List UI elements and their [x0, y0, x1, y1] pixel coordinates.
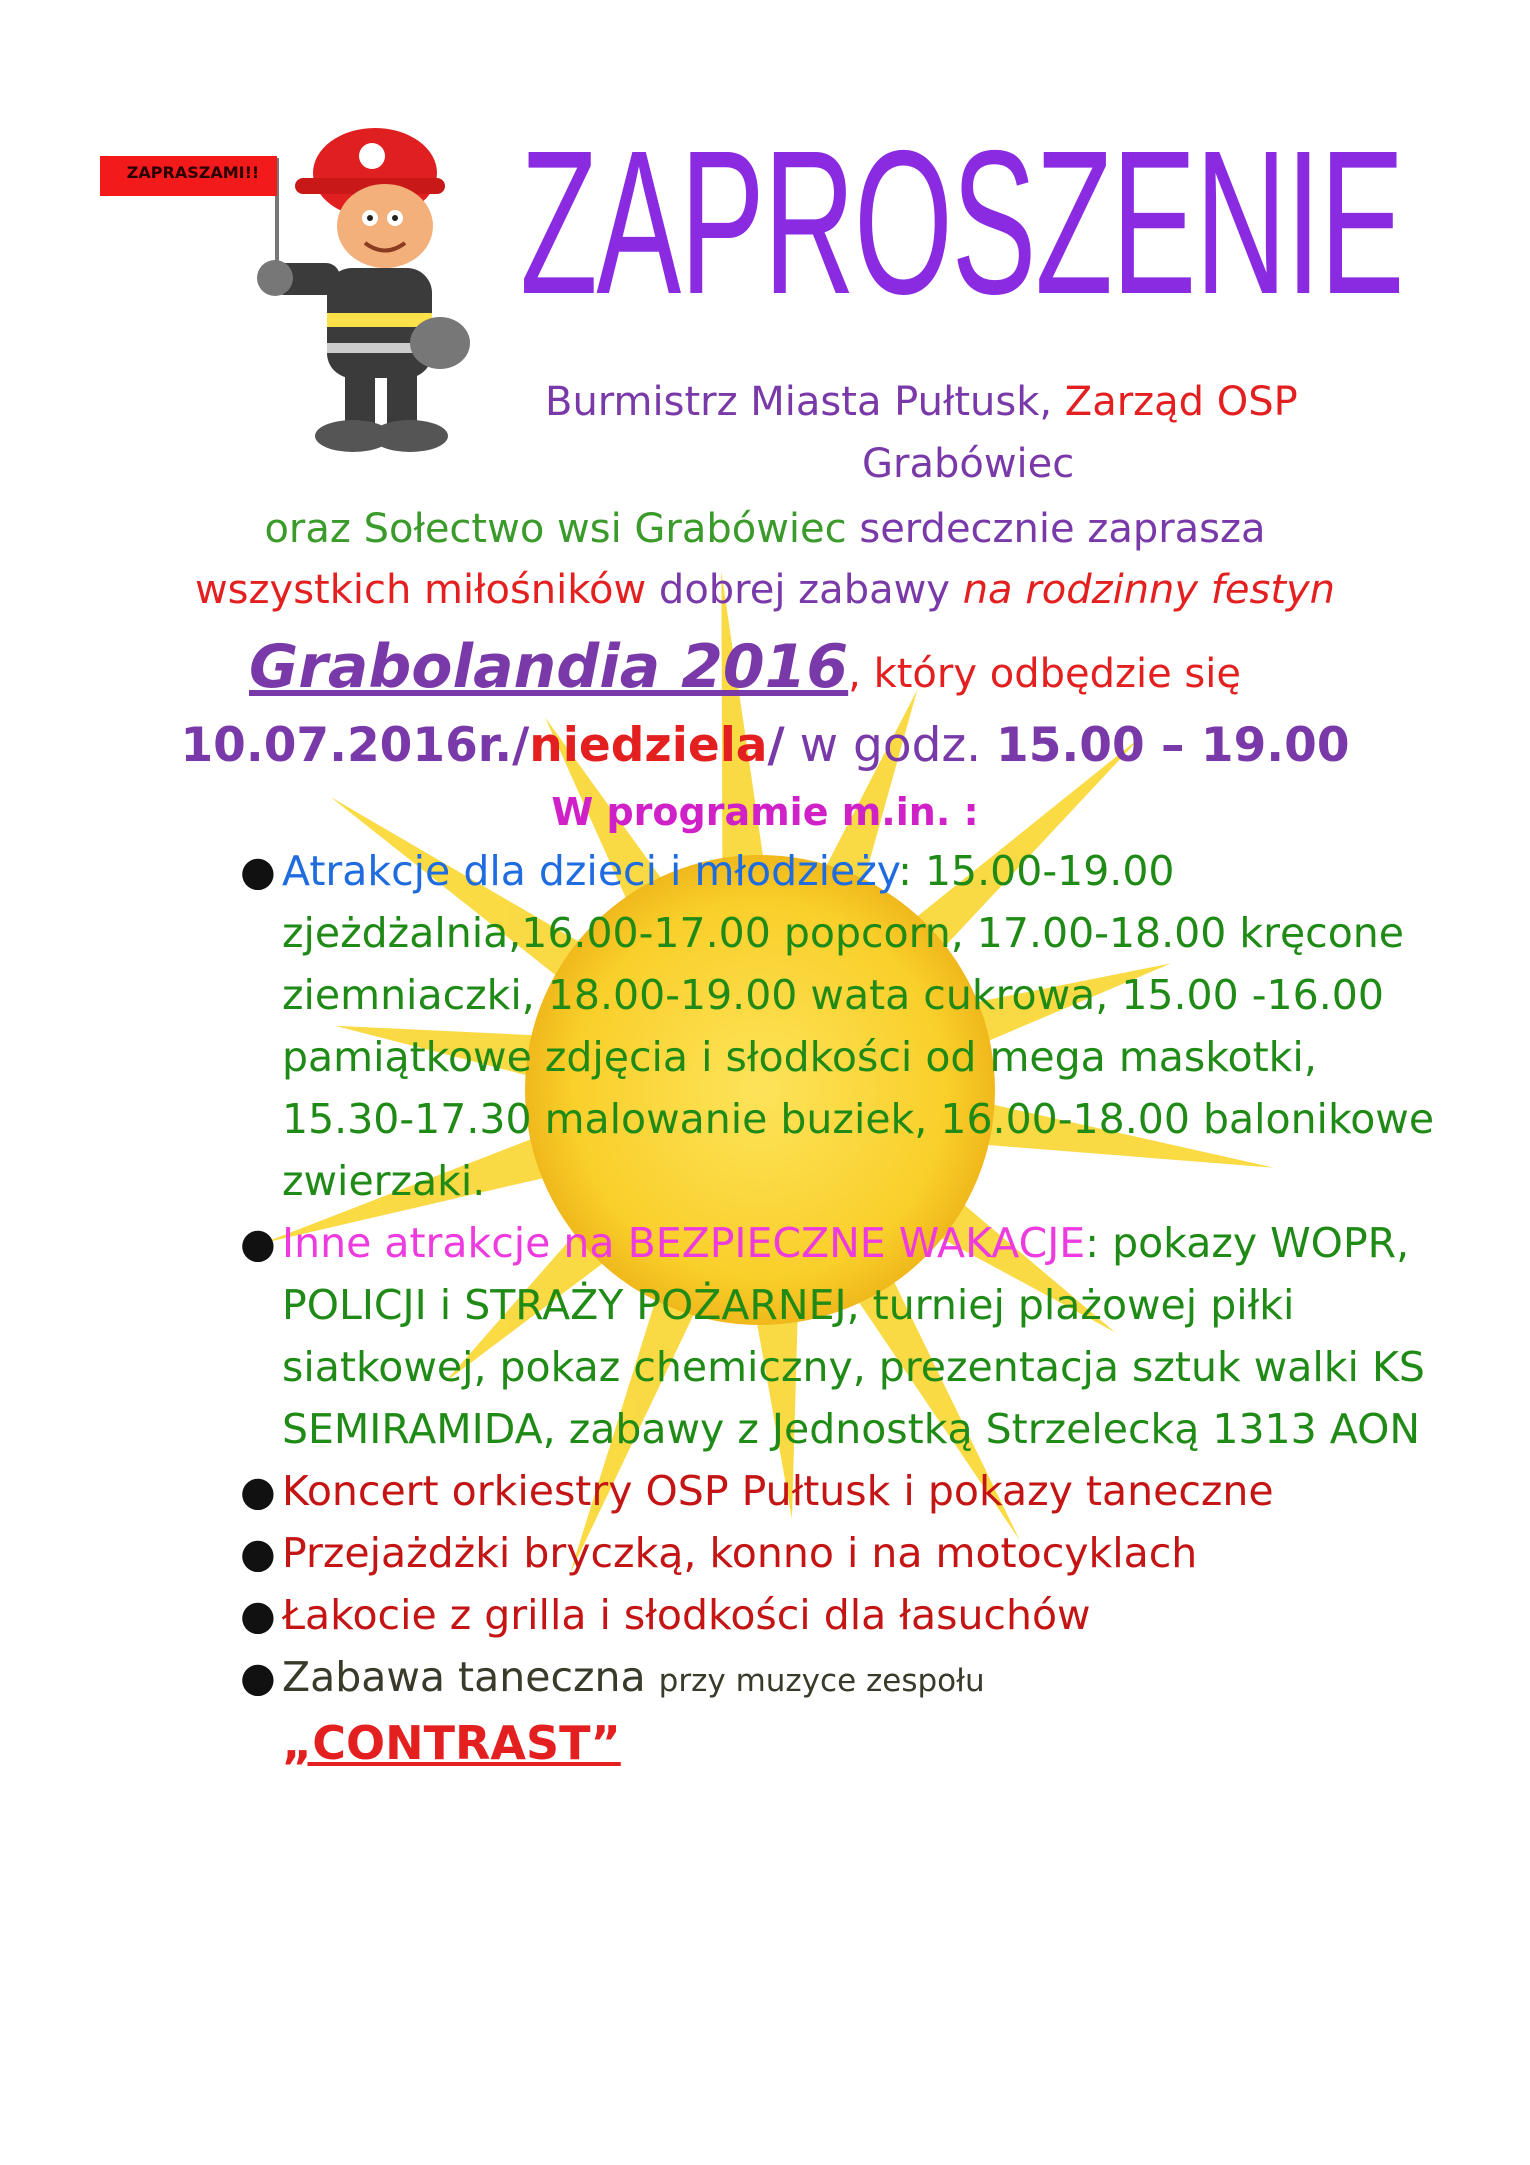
intro-line-2: Grabówiec [862, 441, 1075, 487]
list-item [240, 1522, 1440, 1584]
list-item [240, 1212, 1440, 1460]
item-lead: Inne atrakcje na BEZPIECZNE WAKACJE [282, 1219, 1086, 1267]
intro-text: Zarząd OSP [1064, 379, 1298, 425]
bullet-icon: ● [240, 1591, 276, 1639]
item-text: : pokazy WOPR, POLICJI i STRAŻY POŻARNEJ, turniej plażowej piłki siatkowej, pokaz chemiczny, prezentacja sztuk walki KS SEMIRAMIDA, zabawy z Jednostką Strzelecką 1313 AON [282, 1219, 1425, 1453]
item-text: Przejażdżki bryczką, konno i na motocyklach [282, 1529, 1198, 1577]
intro-line-1 [545, 378, 1298, 426]
item-text: : 15.00-19.00 zjeżdżalnia,16.00-17.00 popcorn, 17.00-18.00 kręcone ziemniaczki, 18.00-19.00 wata cukrowa, 15.00 -16.00 pamiątkowe zdjęcia i słodkości od mega maskotki, 15.30-17.30 malowanie buziek, 16.00-18.00 balonikowe zwierzaki. [282, 847, 1435, 1205]
event-name-line [0, 632, 1510, 705]
bullet-icon: ● [240, 1653, 276, 1701]
event-name: Grabolandia 2016 [249, 632, 849, 702]
bullet-icon: ● [240, 1467, 276, 1515]
intro-line-4 [0, 566, 1530, 614]
event-day: niedziela [529, 718, 768, 773]
band-name: „CONTRAST” [282, 1716, 621, 1770]
firefighter-mascot [95, 118, 495, 458]
page-title: ZAPROSZENIE [520, 108, 1404, 337]
list-item [240, 1646, 1440, 1776]
event-time-prefix: w godz. [784, 718, 996, 773]
list-item [240, 1460, 1440, 1522]
event-date-line [0, 718, 1530, 774]
list-item [240, 1584, 1440, 1646]
list-item [240, 840, 1440, 1212]
item-lead: Atrakcje dla dzieci i młodzieży [282, 847, 899, 895]
event-date-end: / [767, 718, 785, 773]
intro-text: wszystkich miłośników [194, 567, 659, 613]
intro-text: serdecznie zaprasza [859, 506, 1266, 552]
bullet-icon: ● [240, 1219, 276, 1267]
program-list [240, 840, 1440, 1776]
program-heading: W programie m.in. : [551, 790, 979, 834]
bullet-icon: ● [240, 847, 276, 895]
intro-text: Burmistrz Miasta Pułtusk, [545, 379, 1065, 425]
item-text-small: przy muzyce zespołu [658, 1663, 985, 1699]
item-text: Koncert orkiestry OSP Pułtusk i pokazy taneczne [282, 1467, 1274, 1515]
event-date: 10.07.2016r./ [180, 718, 530, 773]
intro-line-3 [0, 505, 1530, 553]
flag-label: ZAPRASZAMI!! [126, 163, 260, 182]
intro-text: dobrej zabawy [658, 567, 963, 613]
item-text: Łakocie z grilla i słodkości dla łasuchów [282, 1591, 1091, 1639]
bullet-icon: ● [240, 1529, 276, 1577]
item-text: Zabawa taneczna [282, 1653, 659, 1701]
event-hours: 15.00 – 19.00 [996, 718, 1350, 773]
intro-text: oraz Sołectwo wsi Grabówiec [264, 506, 860, 552]
intro-text: na rodzinny festyn [962, 567, 1336, 613]
event-name-suffix: , który odbędzie się [848, 651, 1241, 697]
